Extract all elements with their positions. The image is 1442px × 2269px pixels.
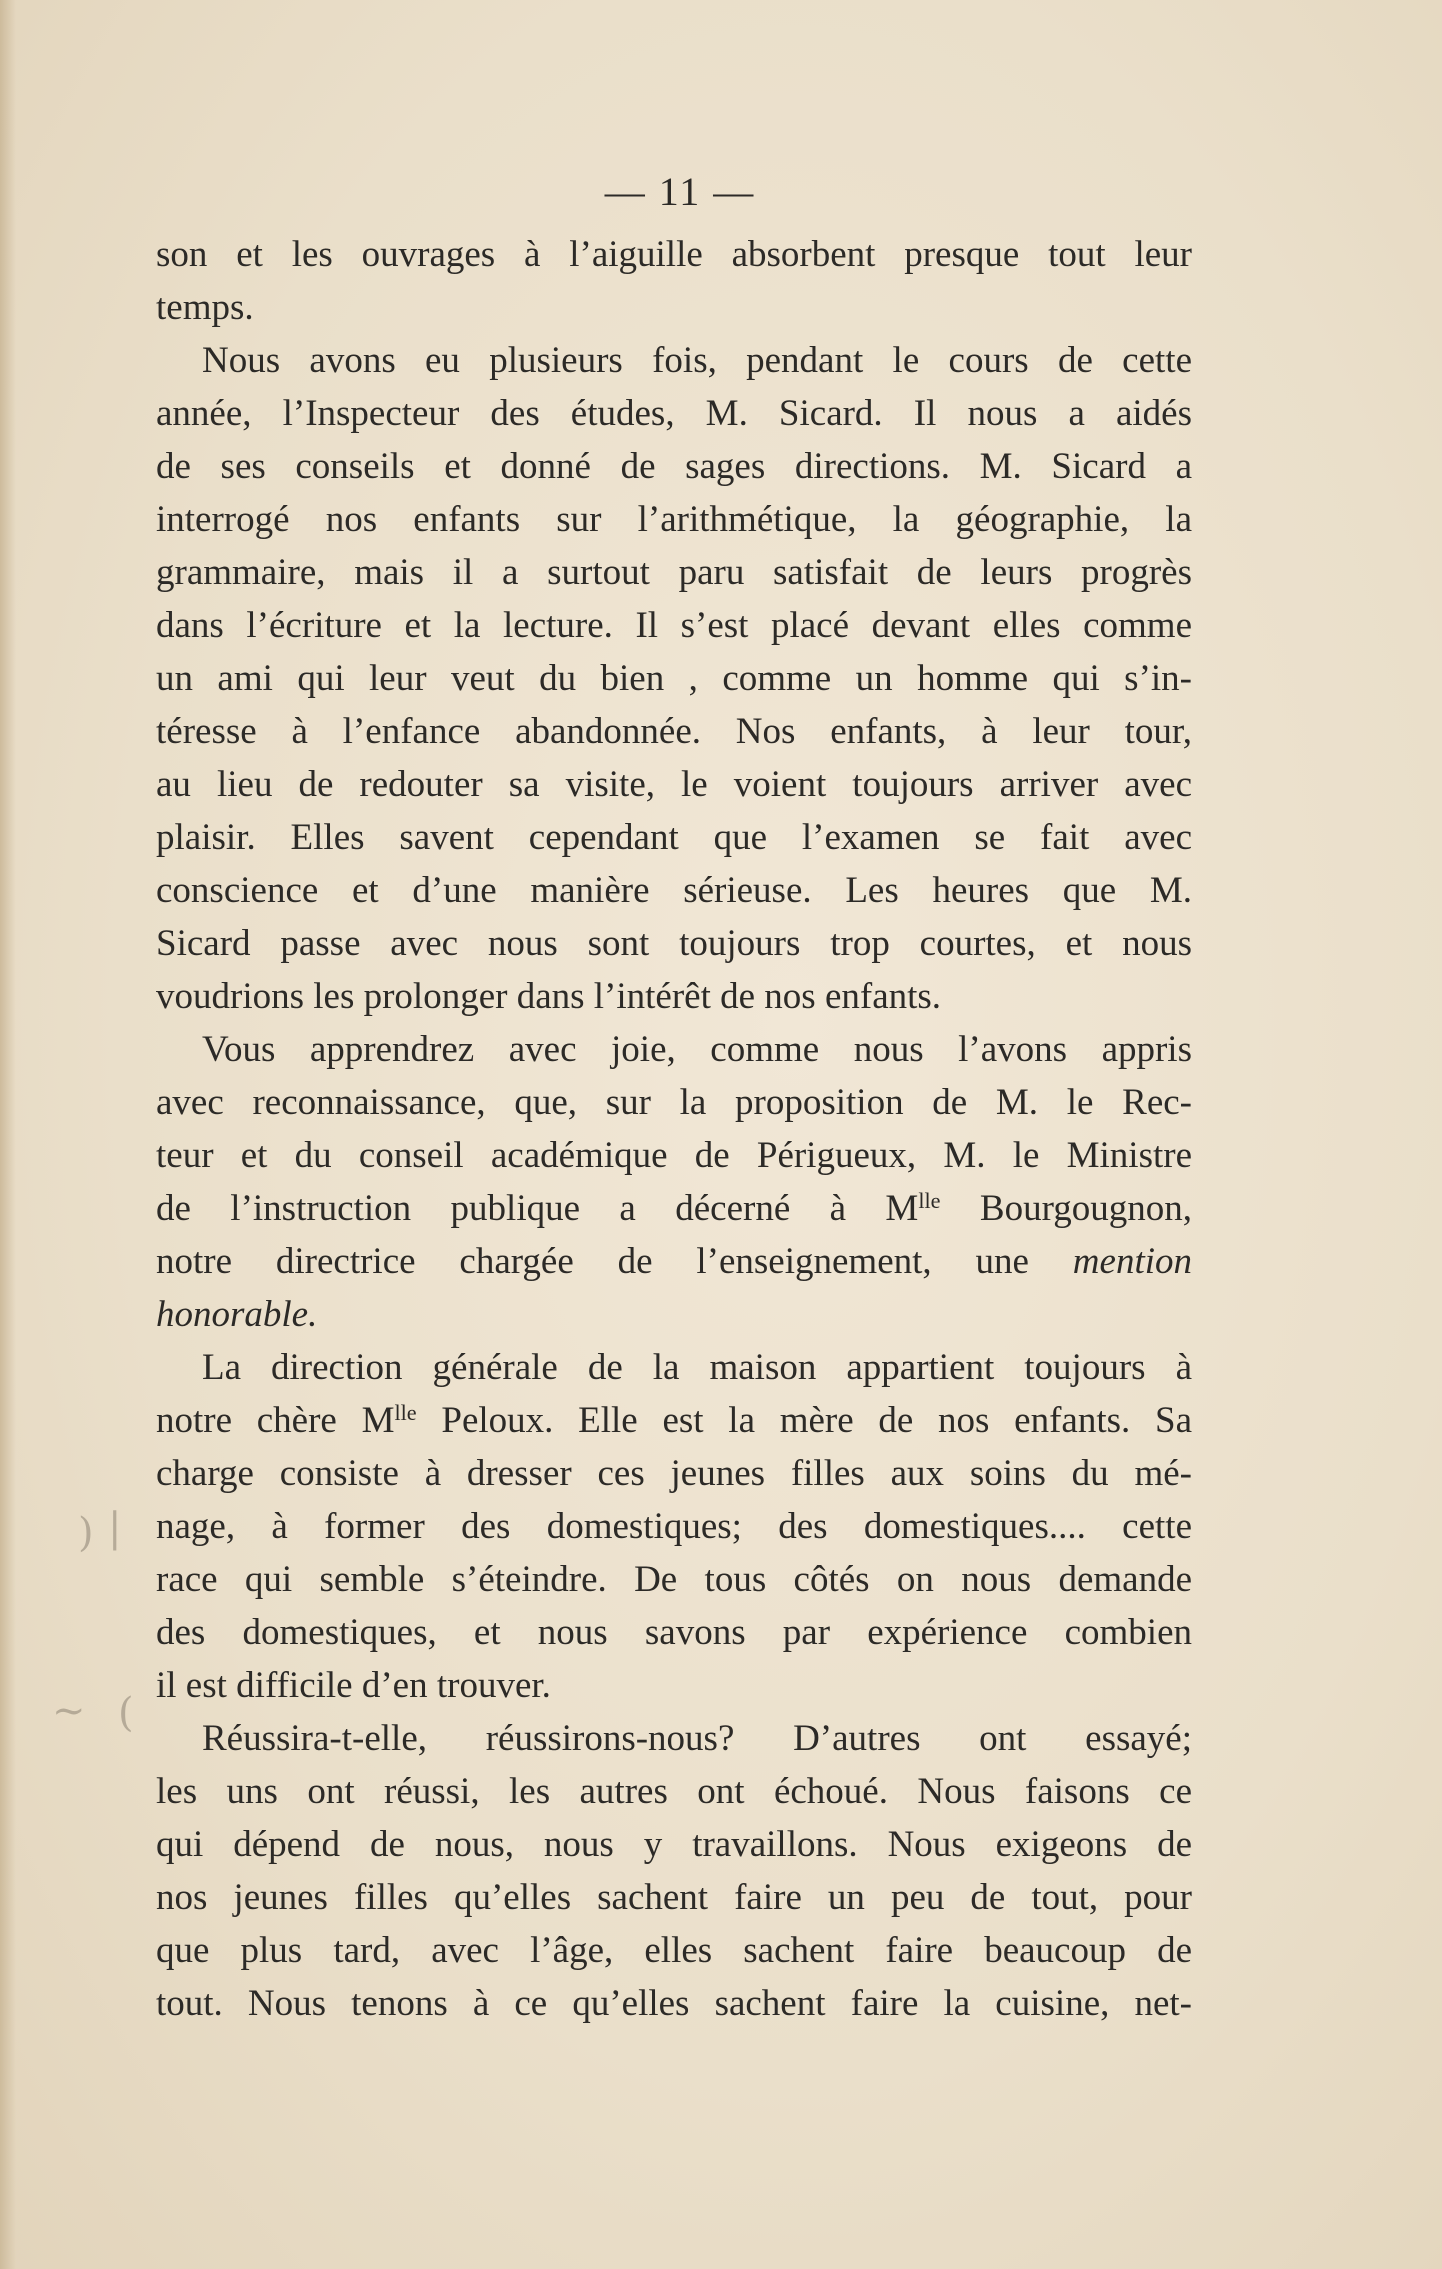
superscript-abbreviation: lle	[918, 1187, 941, 1213]
text-line: interrogé nos enfants sur l’arithmétique, la géographie, la	[156, 499, 1192, 540]
body-text	[156, 228, 1192, 2030]
text-line: Nous avons eu plusieurs fois, pendant le cours de cette	[202, 340, 1192, 381]
text-line: les uns ont réussi, les autres ont échoué. Nous faisons ce	[156, 1771, 1192, 1812]
text-fragment: Peloux. Elle est la mère de nos enfants. Sa	[416, 1400, 1192, 1441]
text-line: téresse à l’enfance abandonnée. Nos enfants, à leur tour,	[156, 711, 1192, 752]
text-line: année, l’Inspecteur des études, M. Sicard. Il nous a aidés	[156, 393, 1192, 434]
text-line: dans l’écriture et la lecture. Il s’est placé devant elles comme	[156, 605, 1192, 646]
text-line: race qui semble s’éteindre. De tous côtés on nous demande	[156, 1559, 1192, 1600]
margin-pencil-mark: ~	[52, 1688, 86, 1734]
text-line: Sicard passe avec nous sont toujours trop courtes, et nous	[156, 923, 1192, 964]
text-fragment: notre chère M	[156, 1400, 395, 1441]
text-line: voudrions les prolonger dans l’intérêt de nos enfants.	[156, 976, 942, 1017]
margin-pencil-mark: |	[108, 1505, 122, 1551]
page-number: — 11 —	[604, 169, 756, 214]
text-line: Vous apprendrez avec joie, comme nous l’avons appris	[202, 1029, 1192, 1070]
text-line: avec reconnaissance, que, sur la proposition de M. le Rec-	[156, 1082, 1192, 1123]
text-line: son et les ouvrages à l’aiguille absorbent presque tout leur	[156, 234, 1192, 275]
text-line: au lieu de redouter sa visite, le voient toujours arriver avec	[156, 764, 1192, 805]
text-line: temps.	[156, 287, 254, 328]
text-line: La direction générale de la maison appartient toujours à	[202, 1347, 1192, 1388]
margin-pencil-mark: (	[118, 1690, 134, 1736]
text-line: conscience et d’une manière sérieuse. Les heures que M.	[156, 870, 1192, 911]
text-line: un ami qui leur veut du bien , comme un homme qui s’in-	[156, 658, 1192, 699]
text-fragment: Bourgougnon,	[940, 1188, 1192, 1229]
text-line: teur et du conseil académique de Périgueux, M. le Ministre	[156, 1135, 1192, 1176]
text-line: il est difficile d’en trouver.	[156, 1665, 551, 1706]
text-line	[156, 1394, 1192, 1447]
text-line: de ses conseils et donné de sages directions. M. Sicard a	[156, 446, 1192, 487]
text-line: tout. Nous tenons à ce qu’elles sachent faire la cuisine, net-	[156, 1983, 1192, 2024]
text-line	[156, 1235, 1192, 1288]
margin-pencil-mark: )	[78, 1510, 94, 1556]
text-line: nos jeunes filles qu’elles sachent faire un peu de tout, pour	[156, 1877, 1192, 1918]
text-line: nage, à former des domestiques; des domestiques.... cette	[156, 1506, 1192, 1547]
text-line: honorable.	[156, 1294, 318, 1335]
text-line	[156, 1182, 1192, 1235]
text-line: des domestiques, et nous savons par expérience combien	[156, 1612, 1192, 1653]
text-fragment: de l’instruction publique a décerné à M	[156, 1188, 919, 1229]
text-line: que plus tard, avec l’âge, elles sachent faire beaucoup de	[156, 1930, 1192, 1971]
text-line: charge consiste à dresser ces jeunes filles aux soins du mé-	[156, 1453, 1192, 1494]
text-line: plaisir. Elles savent cependant que l’examen se fait avec	[156, 817, 1192, 858]
text-line: qui dépend de nous, nous y travaillons. Nous exigeons de	[156, 1824, 1192, 1865]
text-line: grammaire, mais il a surtout paru satisfait de leurs progrès	[156, 552, 1192, 593]
text-fragment: notre directrice chargée de l’enseignement, une	[156, 1241, 1073, 1282]
text-line: Réussira-t-elle, réussirons-nous? D’autres ont essayé;	[202, 1718, 1192, 1759]
superscript-abbreviation: lle	[394, 1399, 417, 1425]
italic-text: mention	[1072, 1241, 1192, 1282]
